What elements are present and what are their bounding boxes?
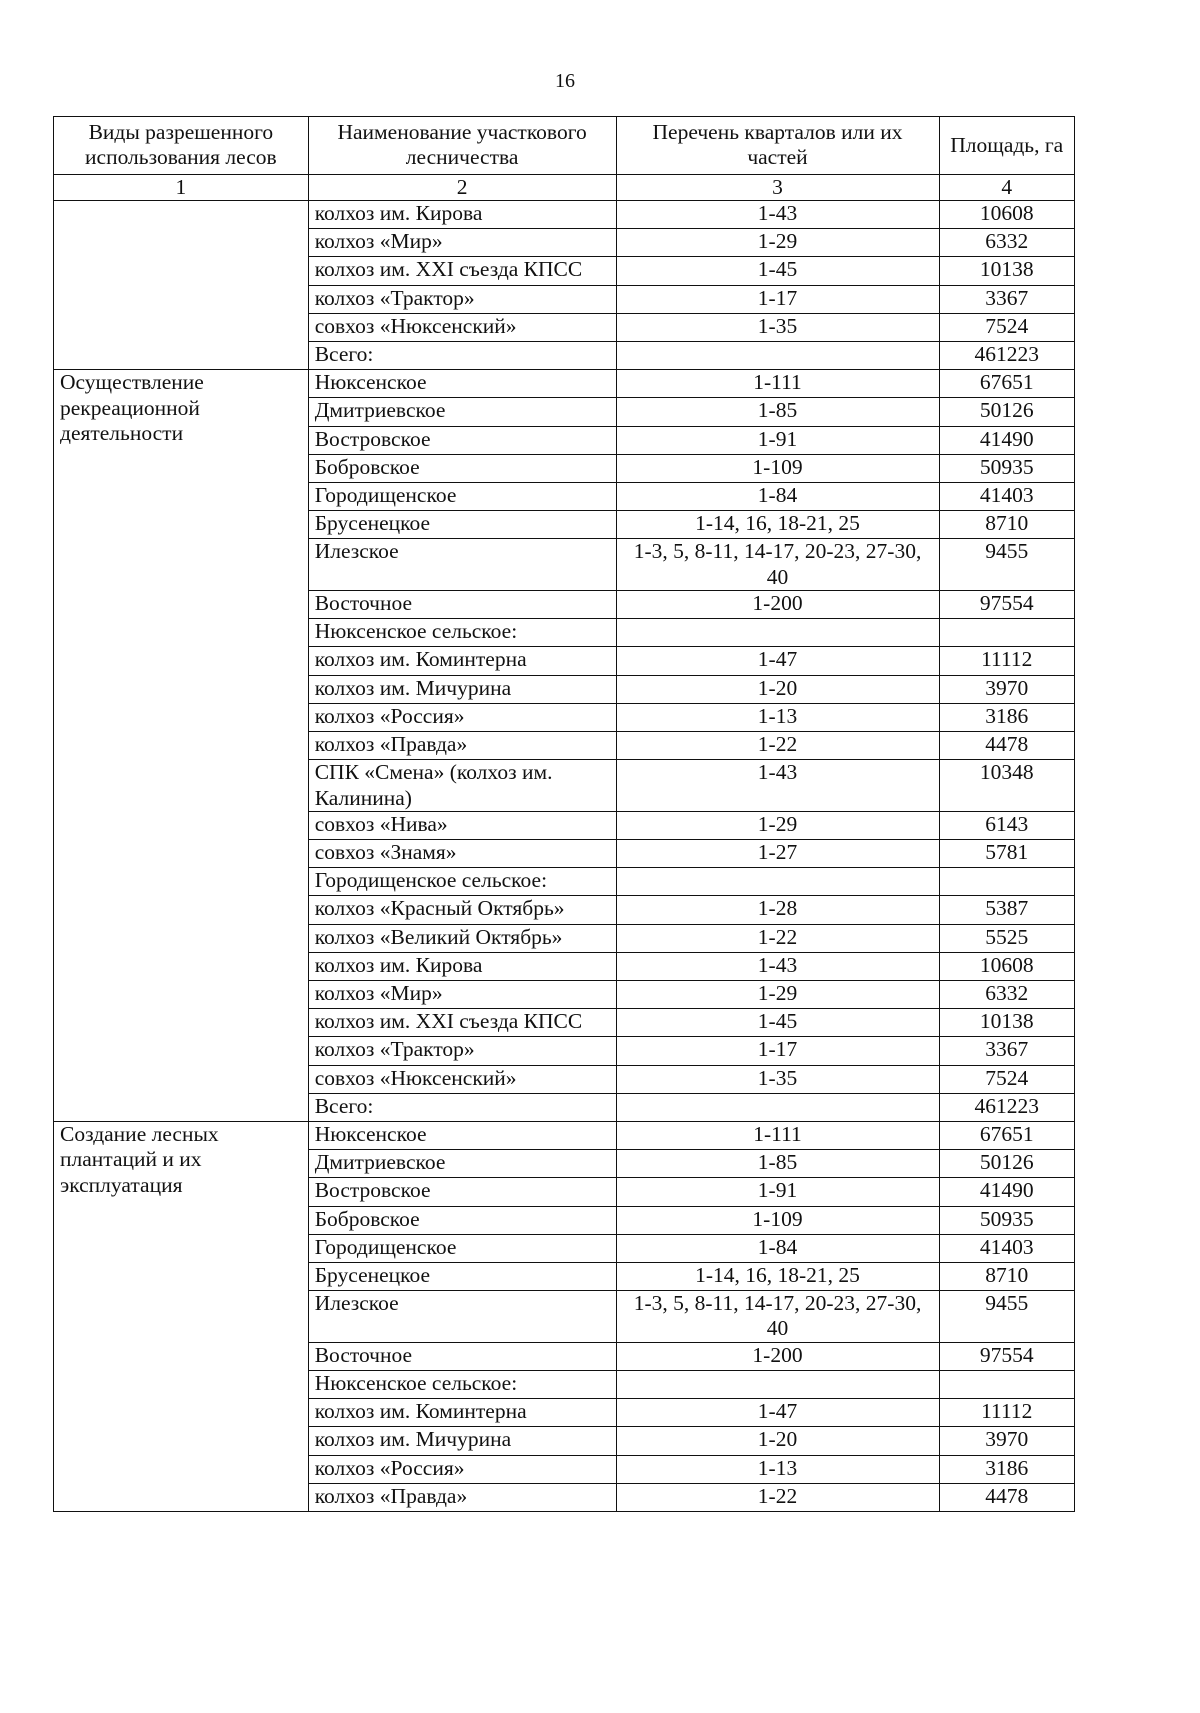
area-cell: 7524: [939, 1065, 1075, 1093]
quarters-cell: 1-22: [616, 924, 939, 952]
quarters-cell: 1-35: [616, 1065, 939, 1093]
area-cell: 10138: [939, 1009, 1075, 1037]
forestry-name-cell: колхоз «Красный Октябрь»: [308, 896, 616, 924]
area-cell: [939, 1370, 1075, 1398]
area-cell: 3970: [939, 675, 1075, 703]
area-cell: 461223: [939, 342, 1075, 370]
forestry-name-cell: колхоз им. XXI съезда КПСС: [308, 1009, 616, 1037]
forestry-name-cell: колхоз «Великий Октябрь»: [308, 924, 616, 952]
quarters-cell: 1-20: [616, 1427, 939, 1455]
forestry-name-cell: Брусенецкое: [308, 1262, 616, 1290]
area-cell: [939, 868, 1075, 896]
forestry-name-cell: колхоз им. Кирова: [308, 952, 616, 980]
forestry-name-cell: Востровское: [308, 1178, 616, 1206]
page-number: 16: [555, 70, 575, 92]
area-cell: 5387: [939, 896, 1075, 924]
quarters-cell: 1-22: [616, 731, 939, 759]
quarters-cell: 1-17: [616, 285, 939, 313]
forestry-name-cell: Всего:: [308, 342, 616, 370]
area-cell: 97554: [939, 591, 1075, 619]
area-cell: 3970: [939, 1427, 1075, 1455]
forestry-name-cell: Бобровское: [308, 454, 616, 482]
forestry-name-cell: Илезское: [308, 539, 616, 591]
header-area: Площадь, га: [939, 117, 1075, 175]
area-cell: 11112: [939, 647, 1075, 675]
forestry-name-cell: колхоз «Россия»: [308, 1455, 616, 1483]
area-cell: 10348: [939, 760, 1075, 812]
area-cell: 10608: [939, 952, 1075, 980]
quarters-cell: 1-45: [616, 1009, 939, 1037]
forestry-name-cell: Восточное: [308, 591, 616, 619]
forestry-name-cell: колхоз им. Коминтерна: [308, 647, 616, 675]
quarters-cell: 1-109: [616, 454, 939, 482]
forestry-name-cell: совхоз «Нюксенский»: [308, 313, 616, 341]
forestry-name-cell: Брусенецкое: [308, 511, 616, 539]
forestry-name-cell: Нюксенское: [308, 370, 616, 398]
quarters-cell: [616, 868, 939, 896]
table-body: [54, 201, 1075, 1512]
forestry-name-cell: Нюксенское сельское:: [308, 619, 616, 647]
forestry-name-cell: Дмитриевское: [308, 1150, 616, 1178]
quarters-cell: 1-91: [616, 1178, 939, 1206]
forestry-name-cell: совхоз «Знамя»: [308, 840, 616, 868]
area-cell: 3186: [939, 1455, 1075, 1483]
quarters-cell: 1-17: [616, 1037, 939, 1065]
forestry-name-cell: колхоз им. Мичурина: [308, 675, 616, 703]
quarters-cell: 1-200: [616, 1342, 939, 1370]
quarters-cell: 1-14, 16, 18-21, 25: [616, 1262, 939, 1290]
area-cell: 8710: [939, 1262, 1075, 1290]
quarters-cell: 1-91: [616, 426, 939, 454]
quarters-cell: 1-47: [616, 1399, 939, 1427]
forestry-name-cell: Всего:: [308, 1093, 616, 1121]
quarters-cell: 1-29: [616, 229, 939, 257]
area-cell: 67651: [939, 1121, 1075, 1149]
area-cell: 7524: [939, 313, 1075, 341]
quarters-cell: [616, 619, 939, 647]
quarters-cell: 1-20: [616, 675, 939, 703]
area-cell: 6332: [939, 981, 1075, 1009]
quarters-cell: 1-85: [616, 1150, 939, 1178]
column-number-row: [54, 174, 1075, 200]
quarters-cell: 1-43: [616, 201, 939, 229]
quarters-cell: 1-43: [616, 760, 939, 812]
forestry-name-cell: совхоз «Нюксенский»: [308, 1065, 616, 1093]
quarters-cell: 1-13: [616, 1455, 939, 1483]
column-number: 3: [616, 174, 939, 200]
usage-type-cell: Создание лесных плантаций и их эксплуатация: [54, 1121, 309, 1511]
forestry-name-cell: Бобровское: [308, 1206, 616, 1234]
area-cell: 4478: [939, 731, 1075, 759]
area-cell: 50126: [939, 1150, 1075, 1178]
quarters-cell: 1-84: [616, 1234, 939, 1262]
forestry-name-cell: Городищенское: [308, 1234, 616, 1262]
quarters-cell: 1-45: [616, 257, 939, 285]
area-cell: 97554: [939, 1342, 1075, 1370]
forestry-name-cell: Нюксенское: [308, 1121, 616, 1149]
quarters-cell: 1-84: [616, 482, 939, 510]
column-number: 1: [54, 174, 309, 200]
forestry-name-cell: Дмитриевское: [308, 398, 616, 426]
area-cell: 50126: [939, 398, 1075, 426]
forestry-name-cell: Восточное: [308, 1342, 616, 1370]
table-row: [54, 1121, 1075, 1149]
area-cell: 4478: [939, 1483, 1075, 1511]
area-cell: 41490: [939, 1178, 1075, 1206]
header-usage-type: Виды разрешенного использования лесов: [54, 117, 309, 175]
area-cell: 3367: [939, 285, 1075, 313]
quarters-cell: 1-111: [616, 370, 939, 398]
column-number: 2: [308, 174, 616, 200]
forestry-name-cell: колхоз «Трактор»: [308, 1037, 616, 1065]
table-row: [54, 201, 1075, 229]
area-cell: 11112: [939, 1399, 1075, 1427]
quarters-cell: 1-109: [616, 1206, 939, 1234]
forestry-name-cell: Нюксенское сельское:: [308, 1370, 616, 1398]
forestry-name-cell: колхоз им. Кирова: [308, 201, 616, 229]
area-cell: 50935: [939, 454, 1075, 482]
area-cell: 3367: [939, 1037, 1075, 1065]
area-cell: 10608: [939, 201, 1075, 229]
quarters-cell: 1-27: [616, 840, 939, 868]
quarters-cell: 1-28: [616, 896, 939, 924]
area-cell: 9455: [939, 1291, 1075, 1343]
quarters-cell: 1-47: [616, 647, 939, 675]
forestry-name-cell: колхоз им. XXI съезда КПСС: [308, 257, 616, 285]
forestry-name-cell: Городищенское сельское:: [308, 868, 616, 896]
header-forestry-name: Наименование участкового лесничества: [308, 117, 616, 175]
quarters-cell: 1-85: [616, 398, 939, 426]
area-cell: 10138: [939, 257, 1075, 285]
area-cell: 5525: [939, 924, 1075, 952]
quarters-cell: 1-3, 5, 8-11, 14-17, 20-23, 27-30, 40: [616, 539, 939, 591]
area-cell: 50935: [939, 1206, 1075, 1234]
forestry-name-cell: совхоз «Нива»: [308, 811, 616, 839]
forestry-name-cell: колхоз «Правда»: [308, 1483, 616, 1511]
area-cell: 6332: [939, 229, 1075, 257]
header-quarters-list: Перечень кварталов или их частей: [616, 117, 939, 175]
area-cell: 461223: [939, 1093, 1075, 1121]
forestry-name-cell: СПК «Смена» (колхоз им. Калинина): [308, 760, 616, 812]
forestry-name-cell: колхоз «Трактор»: [308, 285, 616, 313]
forest-use-table: [53, 116, 1075, 1512]
header-row: [54, 117, 1075, 175]
quarters-cell: 1-3, 5, 8-11, 14-17, 20-23, 27-30, 40: [616, 1291, 939, 1343]
area-cell: 6143: [939, 811, 1075, 839]
quarters-cell: 1-22: [616, 1483, 939, 1511]
area-cell: 41403: [939, 1234, 1075, 1262]
area-cell: 41403: [939, 482, 1075, 510]
forestry-name-cell: Илезское: [308, 1291, 616, 1343]
quarters-cell: 1-200: [616, 591, 939, 619]
forestry-name-cell: колхоз «Мир»: [308, 981, 616, 1009]
area-cell: 3186: [939, 703, 1075, 731]
quarters-cell: 1-35: [616, 313, 939, 341]
forestry-name-cell: Востровское: [308, 426, 616, 454]
forestry-name-cell: колхоз «Мир»: [308, 229, 616, 257]
area-cell: 41490: [939, 426, 1075, 454]
forestry-name-cell: колхоз им. Коминтерна: [308, 1399, 616, 1427]
quarters-cell: 1-111: [616, 1121, 939, 1149]
forestry-name-cell: колхоз «Россия»: [308, 703, 616, 731]
quarters-cell: [616, 1370, 939, 1398]
forestry-name-cell: Городищенское: [308, 482, 616, 510]
area-cell: 5781: [939, 840, 1075, 868]
column-number: 4: [939, 174, 1075, 200]
quarters-cell: 1-13: [616, 703, 939, 731]
area-cell: 67651: [939, 370, 1075, 398]
quarters-cell: [616, 1093, 939, 1121]
area-cell: 9455: [939, 539, 1075, 591]
quarters-cell: 1-29: [616, 811, 939, 839]
usage-type-cell: Осуществление рекреационной деятельности: [54, 370, 309, 1122]
area-cell: [939, 619, 1075, 647]
table-row: [54, 370, 1075, 398]
area-cell: 8710: [939, 511, 1075, 539]
forestry-name-cell: колхоз им. Мичурина: [308, 1427, 616, 1455]
forestry-name-cell: колхоз «Правда»: [308, 731, 616, 759]
quarters-cell: 1-14, 16, 18-21, 25: [616, 511, 939, 539]
usage-type-cell: [54, 201, 309, 370]
quarters-cell: 1-29: [616, 981, 939, 1009]
quarters-cell: 1-43: [616, 952, 939, 980]
quarters-cell: [616, 342, 939, 370]
